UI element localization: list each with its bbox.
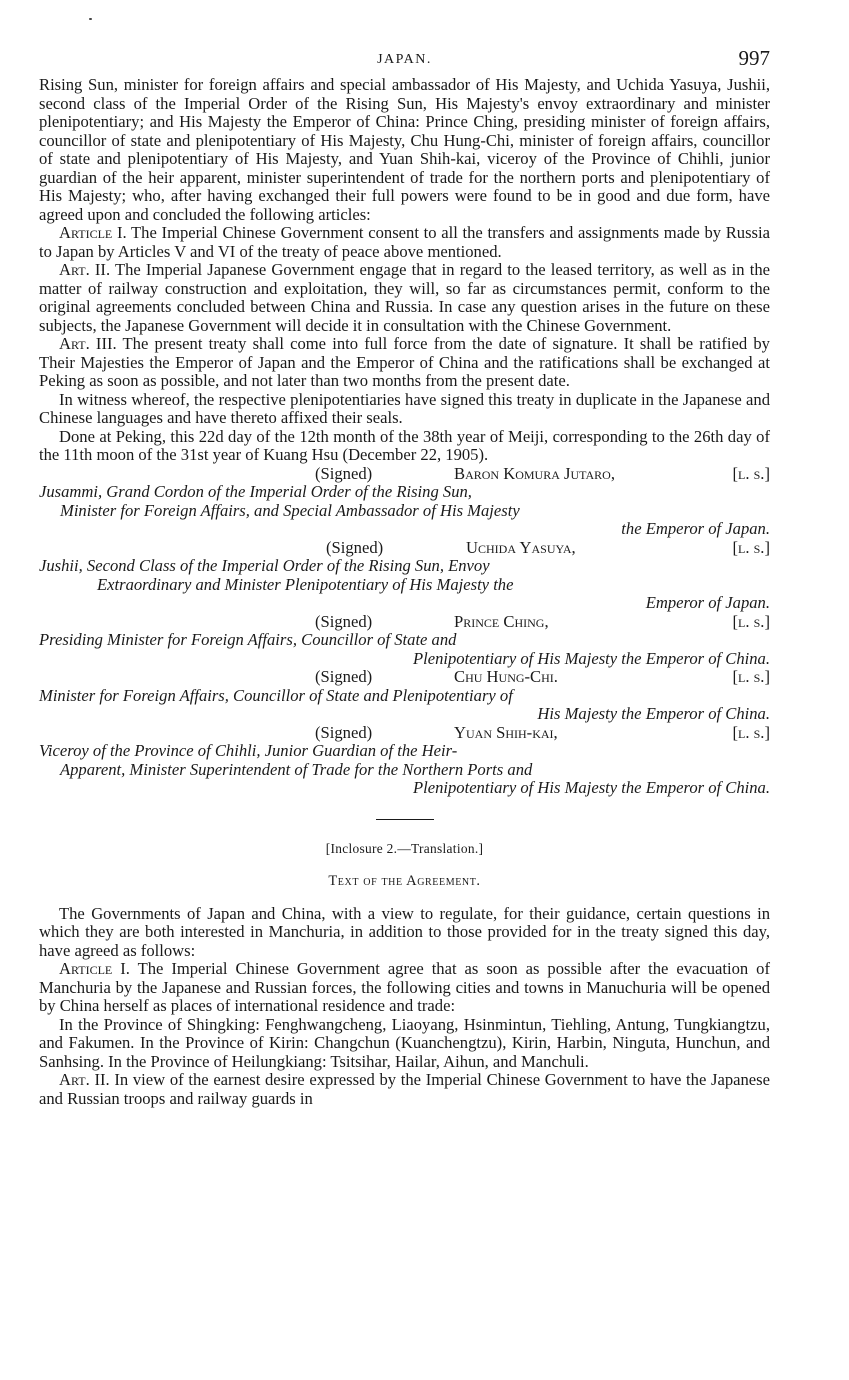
signatory-name: Uchida Yasuya, [466,537,576,557]
article-text: The present treaty shall come into full force from the date of signature. It shall be ratified by Their Majesties the Emperor of Japan and the Emperor of China and the ratifications shall be exchanged at Peking as soon as possible, and not later than two months from the present date. [39,334,770,390]
witness-clause: In witness whereof, the respective plenipotentiaries have signed this treaty in duplicate in the Japanese and Chinese languages and have thereto affixed their seals. [39,389,770,427]
signed-label: (Signed) [326,537,384,557]
treaty-article-1 [39,224,770,261]
title-line: the Emperor of Japan. [621,519,770,538]
treaty-preamble-end: Rising Sun, minister for foreign affairs and special ambassador of His Majesty, and Uchida Yasuya, Jushii, second class of the Imperial Order of the Rising Sun, His Majesty's envoy extraordinary and minister plenipotentiary; and His Majesty the Emperor of China: Prince Ching, presiding minister of foreign affairs, councillor of state and plenipotentiary of His Majesty, Chu Hung-Chi, minister of foreign affairs, councillor of state and plenipotentiary of His Majesty, and Yuan Shih-kai, viceroy of the Province of Chihli, junior guardian of the heir apparent, minister superintendent of trade for the northern ports and plenipotentiary of His Majesty; who, after having exchanged their full powers were found to be in good and due form, have agreed upon and concluded the following articles: [39,75,770,224]
title-line: Minister for Foreign Affairs, and Special Ambassador of His Majesty [60,500,520,520]
title-line: Plenipotentiary of His Majesty the Emperor of China. [412,778,770,797]
signature-line-komura [39,465,770,484]
article-text: The Imperial Chinese Government consent to all the transfers and assignments made by Russia to Japan by Articles V and VI of the treaty of peace above mentioned. [39,223,770,261]
article-label: Art. III. [59,334,117,353]
treaty-article-2 [39,261,770,335]
title-line: Viceroy of the Province of Chihli, Junior Guardian of the Heir- [39,741,458,760]
title-line: Jusammi, Grand Cordon of the Imperial Order of the Rising Sun, [39,482,472,501]
article-label: Art. II. [59,1070,110,1089]
seal-mark: [l. s.] [732,722,770,742]
treaty-article-3 [39,335,770,391]
title-line: Emperor of Japan. [645,593,770,612]
seal-mark: [l. s.] [732,667,770,686]
enclosure-label: [Inclosure 2.—Translation.] [325,840,484,856]
agreement-intro: The Governments of Japan and China, with a view to regulate, for their guidance, certain questions in which they are both interested in Manchuria, in addition to those provided for in the treaty signed this day, have agreed as follows: [39,903,770,960]
agreement-heading: Text of the Agreement. [328,873,481,889]
title-line: Minister for Foreign Affairs, Councillor of State and Plenipotentiary of [39,685,513,705]
signatory-title [39,483,770,539]
signatory-title [39,557,770,613]
title-line: Plenipotentiary of His Majesty the Emperor of China. [412,648,770,668]
provinces-list: In the Province of Shingking: Fenghwangcheng, Liaoyang, Hsinmintun, Tiehling, Antung, Tungkiangtzu, and Fakumen. In the Province of Kirin: Changchun (Kuanchengtzu), Kirin, Harbin, Ninguta, Hunchun, and Sanhsing. In the Province of Heilungkiang: Tsitsihar, Hailar, Aihun, and Manchuli. [39,1014,770,1071]
document-page [39,46,770,1108]
scan-speck [89,18,92,20]
signatory-title [39,742,770,798]
title-line: Jushii, Second Class of the Imperial Order of the Rising Sun, Envoy [39,556,490,575]
seal-mark: [l. s.] [732,611,770,631]
signed-label: (Signed) [315,463,373,483]
agreement-article-1 [39,960,770,1016]
article-text: The Imperial Chinese Government agree that as soon as possible after the evacuation of Manchuria by the Japanese and Russian forces, the following cities and towns in Manuchuria will be opened by China herself as places of international residence and trade: [39,959,770,1015]
title-line: Extraordinary and Minister Plenipotentiary of His Majesty the [97,574,514,594]
article-label: Art. II. [59,260,111,279]
signatory-name: Prince Ching, [454,611,549,631]
done-at-clause: Done at Peking, this 22d day of the 12th month of the 38th year of Meiji, corresponding to the 26th day of the 11th moon of the 31st year of Kuang Hsu (December 22, 1905). [39,426,770,464]
page-number: 997 [738,46,770,70]
running-head [39,46,770,76]
signature-line-ching [39,613,770,632]
signatory-name: Chu Hung-Chi. [454,667,558,686]
article-label: Article I. [59,223,127,242]
signatory-name: Yuan Shih-kai, [454,722,558,742]
article-text: In view of the earnest desire expressed by the Imperial Chinese Government to have the Japanese and Russian troops and railway guards in [39,1070,770,1108]
signatory-title [39,687,770,724]
title-line: Presiding Minister for Foreign Affairs, Councillor of State and [39,630,457,649]
title-line: His Majesty the Emperor of China. [537,704,770,723]
signatory-name: Baron Komura Jutaro, [454,463,615,483]
signed-label: (Signed) [315,611,373,631]
seal-mark: [l. s.] [732,537,770,557]
signed-label: (Signed) [315,667,373,686]
agreement-article-2 [39,1071,770,1108]
signature-line-yuan [39,724,770,743]
signature-line-uchida [39,539,770,558]
article-label: Article I. [59,959,130,978]
article-text: The Imperial Japanese Government engage that in regard to the leased territory, as well as in the matter of railway construction and exploitation, they will, so far as circumstances permit, conform to the original agreements concluded between China and Russia. In case any question arises in the future on these subjects, the Japanese Government will decide it in consultation with the Chinese Government. [39,260,770,335]
seal-mark: [l. s.] [732,463,770,483]
title-line: Apparent, Minister Superintendent of Trade for the Northern Ports and [60,759,533,779]
document-body [39,76,770,1108]
signed-label: (Signed) [315,722,373,742]
signature-line-chu [39,668,770,687]
signatory-title [39,631,770,668]
section-divider [376,819,434,820]
running-title: JAPAN. [377,52,432,67]
spacer [39,891,770,905]
